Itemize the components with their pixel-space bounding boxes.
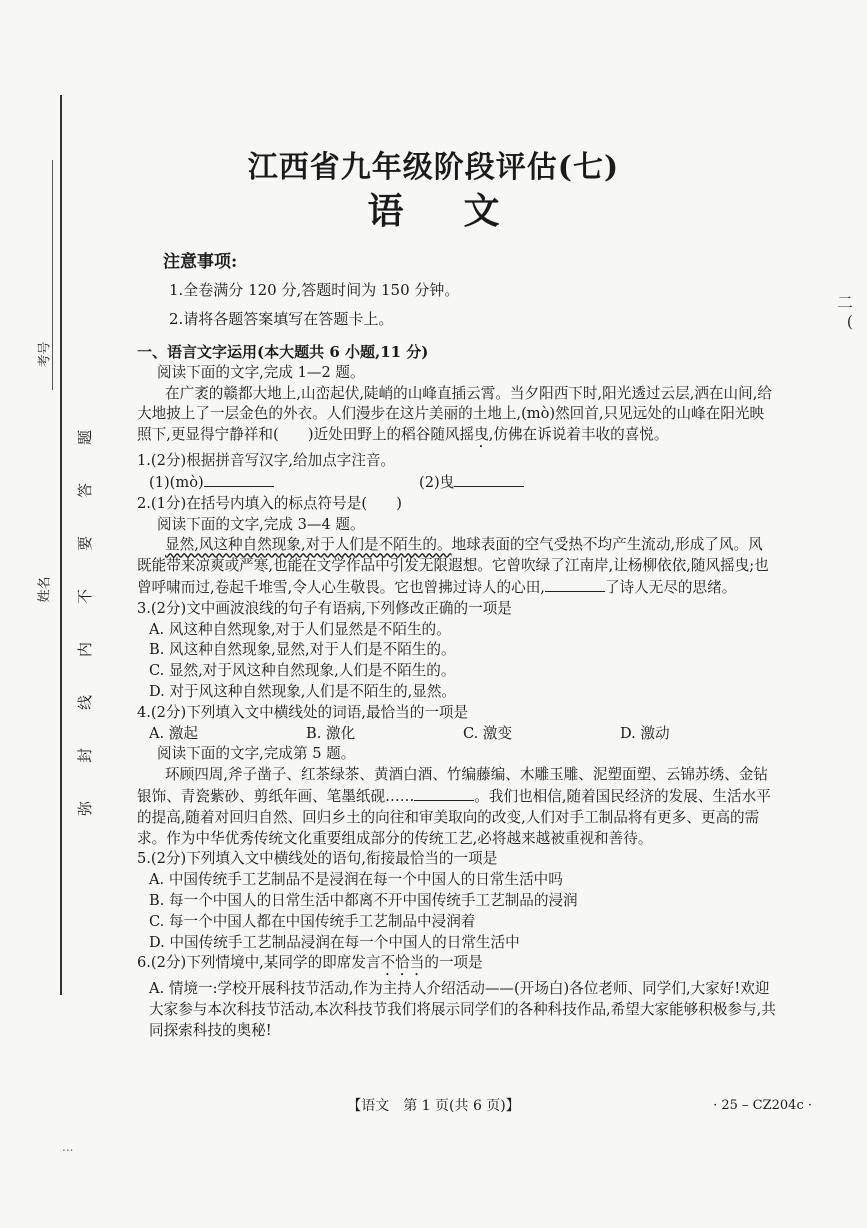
question-6: 6.(2分)下列情境中,某同学的即席发言不恰当的一项是 (137, 954, 483, 972)
corner-mark: ... (62, 1140, 74, 1154)
option: D. 中国传统手工艺制品浸润在每一个中国人的日常生活中 (149, 933, 520, 951)
answer-blank[interactable] (414, 786, 474, 801)
seal-char: 题 (76, 429, 95, 446)
option: C. 显然,对于风这种自然现象,人们是不陌生的。 (149, 662, 456, 680)
reading-instruction: 阅读下面的文字,完成 3—4 题。 (157, 515, 365, 533)
emphasis-text: 不恰当 (380, 954, 425, 972)
seal-char: 要 (76, 535, 95, 552)
option: D. 激动 (620, 724, 670, 742)
notes-block (163, 247, 459, 337)
question-4: 4.(2分)下列填入文中横线处的词语,最恰当的一项是 (137, 703, 469, 721)
right-edge-mark: 二 (836, 293, 853, 312)
subject-title: 语文 (367, 190, 560, 232)
exam-number-label: 考号 (37, 341, 53, 368)
option: A. 情境一:学校开展科技节活动,作为主持人介绍活动——(开场白)各位老师、同学们,大家好!欢迎大家参与本次科技节活动,本次科技节我们将展示同学们的各种科技作品,希望大家能够积极参与,共同探索科技的奥秘! (149, 980, 776, 1039)
question-3: 3.(2分)文中画波浪线的句子有语病,下列修改正确的一项是 (137, 599, 512, 617)
seal-warning (78, 430, 93, 816)
name-label: 姓名 (37, 576, 53, 603)
seal-char: 弥 (76, 800, 95, 817)
option: C. 每一个中国人都在中国传统手工艺制品中浸润着 (149, 912, 476, 930)
option: B. 激化 (306, 724, 356, 742)
note-item: 2.请将各题答案填写在答题卡上。 (169, 310, 394, 328)
passage-one: 在广袤的赣都大地上,山峦起伏,陡峭的山峰直插云霄。当夕阳西下时,阳光透过云层,洒在山间,给大地披上了一层金色的外衣。人们漫步在这片美丽的土地上,(mò)然回首,只见远处的山峰在阳光映照下,更显得宁静祥和( )近处田野上的稻谷随风摇曳,仿佛在诉说着丰收的喜悦。 (137, 384, 772, 444)
reading-instruction: 阅读下面的文字,完成第 5 题。 (157, 745, 356, 763)
wavy-sentence: 显然,风这种自然现象,对于人们是不陌生的。 (165, 536, 452, 554)
question-4-options (137, 724, 777, 745)
question-1: 1.(2分)根据拼音写汉字,给加点字注音。 (137, 452, 396, 470)
question-2: 2.(1分)在括号内填入的标点符号是( ) (137, 494, 402, 512)
paper-code: · 25 – CZ204c · (713, 1098, 812, 1113)
page-footer: 【语文 第 1 页(共 6 页)】 (347, 1098, 520, 1114)
option: D. 对于风这种自然现象,人们是不陌生的,显然。 (149, 682, 457, 700)
option: A. 激起 (149, 724, 199, 742)
seal-char: 不 (76, 588, 95, 605)
note-item: 1.全卷满分 120 分,答题时间为 150 分钟。 (169, 281, 460, 299)
section-title: 一、语言文字运用(本大题共 6 小题,11 分) (137, 343, 429, 361)
option: C. 激变 (463, 724, 513, 742)
reading-instruction: 阅读下面的文字,完成 1—2 题。 (157, 363, 365, 381)
section-one (137, 342, 777, 1042)
right-edge-mark: ( (846, 312, 853, 331)
option: A. 中国传统手工艺制品不是浸润在每一个中国人的日常生活中吗 (149, 871, 563, 889)
question-5: 5.(2分)下列填入文中横线处的语句,衔接最恰当的一项是 (137, 850, 498, 868)
answer-blank[interactable] (454, 472, 524, 487)
question-1-blanks: (1)(mò) (2)曳 (137, 472, 777, 494)
option: A. 风这种自然现象,对于人们显然是不陌生的。 (149, 620, 451, 638)
seal-char: 封 (76, 747, 95, 764)
option: B. 每一个中国人的日常生活中都离不开中国传统手工艺制品的浸润 (149, 891, 578, 909)
passage-two: 显然,风这种自然现象,对于人们是不陌生的。地球表面的空气受热不均产生流动,形成了风。风既能带来凉爽或严寒,也能在文学作品中引发无限遐想。它曾吹绿了江南岸,让杨柳依依,随风摇曳;也曾呼啸而过,卷起千堆雪,令人心生敬畏。它也曾拂过诗人的心田, 了诗人无尽的思绪。 (137, 536, 769, 596)
option: B. 风这种自然现象,显然,对于人们是不陌生的。 (149, 641, 456, 659)
seal-char: 答 (76, 482, 95, 499)
seal-char: 内 (76, 641, 95, 658)
dotted-char: 曳 (474, 426, 489, 444)
answer-blank[interactable] (204, 472, 274, 487)
exam-title: 江西省九年级阶段评估(七) (247, 150, 620, 185)
passage-three: 环顾四周,斧子凿子、红茶绿茶、黄酒白酒、竹编藤编、木雕玉雕、泥塑面塑、云锦苏绣、金钻银饰、青瓷紫砂、剪纸年画、笔墨纸砚…… 。我们也相信,随着国民经济的发展、生活水平的提高,随着对回归自然、回归乡土的向往和审美取向的改变,人们对手工制品将有更多、更高的需求。作为中华优秀传统文化重要组成部分的传统工艺,必将越来越被重视和善待。 (137, 766, 771, 847)
seal-char: 线 (76, 694, 95, 711)
notes-title: 注意事项: (163, 252, 238, 272)
answer-blank[interactable] (545, 577, 605, 592)
